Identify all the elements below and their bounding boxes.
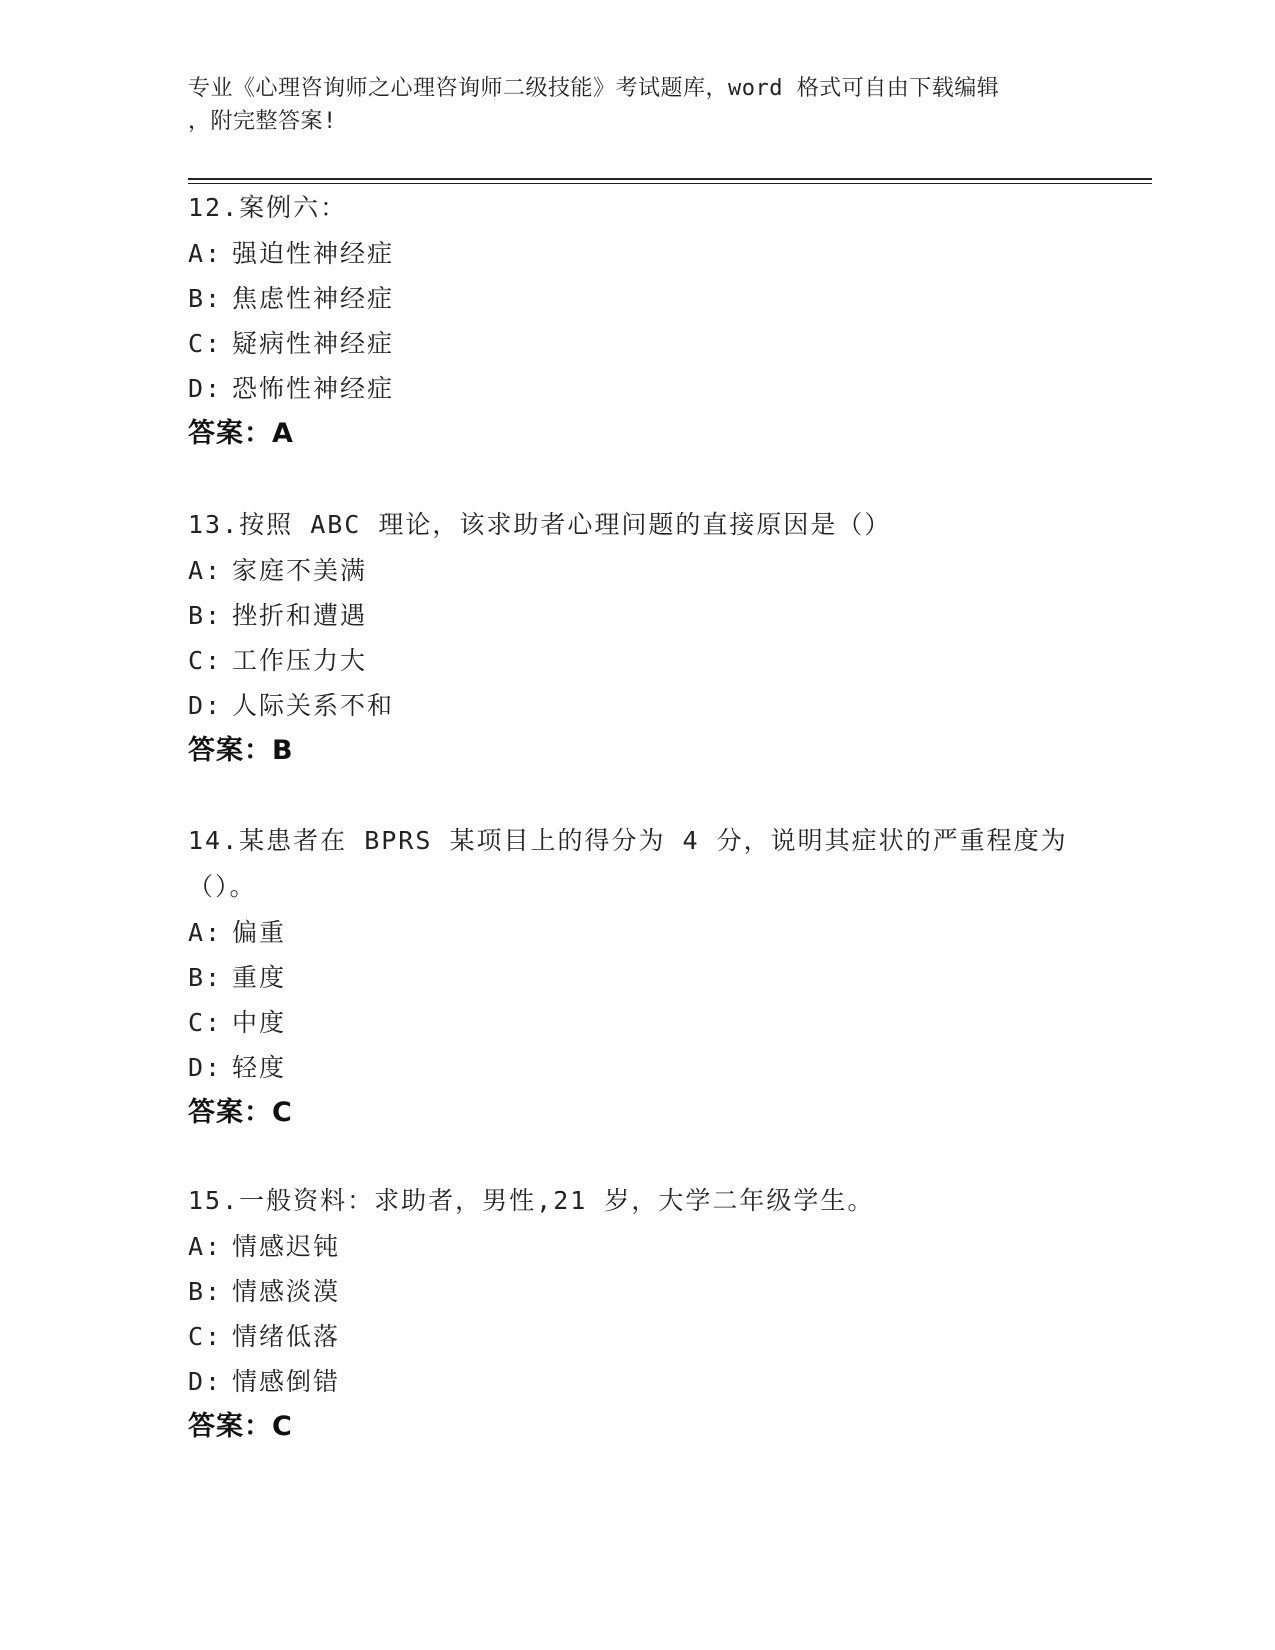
option-label: B: [188,963,223,992]
option-label: B: [188,284,223,313]
question-stem: 15.一般资料：求助者，男性,21 岁，大学二年级学生。 [188,1186,875,1215]
option-label: D: [188,374,223,403]
option-text: 情感淡漠 [232,1277,341,1306]
option-a [188,231,1088,276]
header-line-1: 专业《心理咨询师之心理咨询师二级技能》考试题库，word 格式可自由下载编辑 [188,76,1000,101]
question-stem: 12.案例六： [188,193,348,222]
question-stem: 13.按照 ABC 理论，该求助者心理问题的直接原因是（） [188,510,892,539]
option-label: A: [188,239,223,268]
option-label: D: [188,1367,223,1396]
header-line-2: ，附完整答案! [188,109,337,134]
question-stem-continuation: （）。 [188,872,257,901]
option-text: 强迫性神经症 [232,239,395,268]
header-divider-thick [188,178,1152,180]
option-label: A: [188,918,223,947]
question-block-14 [188,818,1088,1136]
option-b [188,593,1088,638]
option-label: B: [188,1277,223,1306]
option-text: 人际关系不和 [232,691,395,720]
option-label: B: [188,601,223,630]
option-d [188,1045,1088,1090]
option-d [188,366,1088,411]
option-text: 情感倒错 [232,1367,341,1396]
question-block-13 [188,502,1088,774]
header-divider-thin [188,183,1152,184]
option-label: A: [188,1232,223,1261]
option-a [188,910,1088,955]
option-text: 偏重 [232,918,287,947]
option-c [188,638,1088,683]
option-text: 轻度 [232,1053,287,1082]
option-a [188,548,1088,593]
option-text: 中度 [232,1008,287,1037]
option-label: D: [188,1053,223,1082]
option-text: 家庭不美满 [232,556,368,585]
document-header [188,72,1088,138]
option-b [188,955,1088,1000]
option-c [188,321,1088,366]
question-stem: 14.某患者在 BPRS 某项目上的得分为 4 分，说明其症状的严重程度为 [188,826,1068,855]
option-d [188,683,1088,728]
option-text: 焦虑性神经症 [232,284,395,313]
option-text: 挫折和遭遇 [232,601,368,630]
option-text: 情绪低落 [232,1322,341,1351]
question-block-15 [188,1178,1088,1450]
option-b [188,276,1088,321]
answer-line: 答案：C [188,1411,293,1442]
answer-line: 答案：B [188,735,294,766]
option-d [188,1359,1088,1404]
option-c [188,1314,1088,1359]
option-text: 疑病性神经症 [232,329,395,358]
option-text: 情感迟钝 [232,1232,341,1261]
option-text: 工作压力大 [232,646,368,675]
answer-line: 答案：C [188,1097,293,1128]
option-text: 恐怖性神经症 [232,374,395,403]
answer-line: 答案：A [188,418,294,449]
option-label: C: [188,1322,223,1351]
option-b [188,1269,1088,1314]
option-label: A: [188,556,223,585]
option-a [188,1224,1088,1269]
question-block-12 [188,185,1088,457]
option-label: D: [188,691,223,720]
option-text: 重度 [232,963,287,992]
option-label: C: [188,329,223,358]
option-label: C: [188,646,223,675]
option-label: C: [188,1008,223,1037]
option-c [188,1000,1088,1045]
